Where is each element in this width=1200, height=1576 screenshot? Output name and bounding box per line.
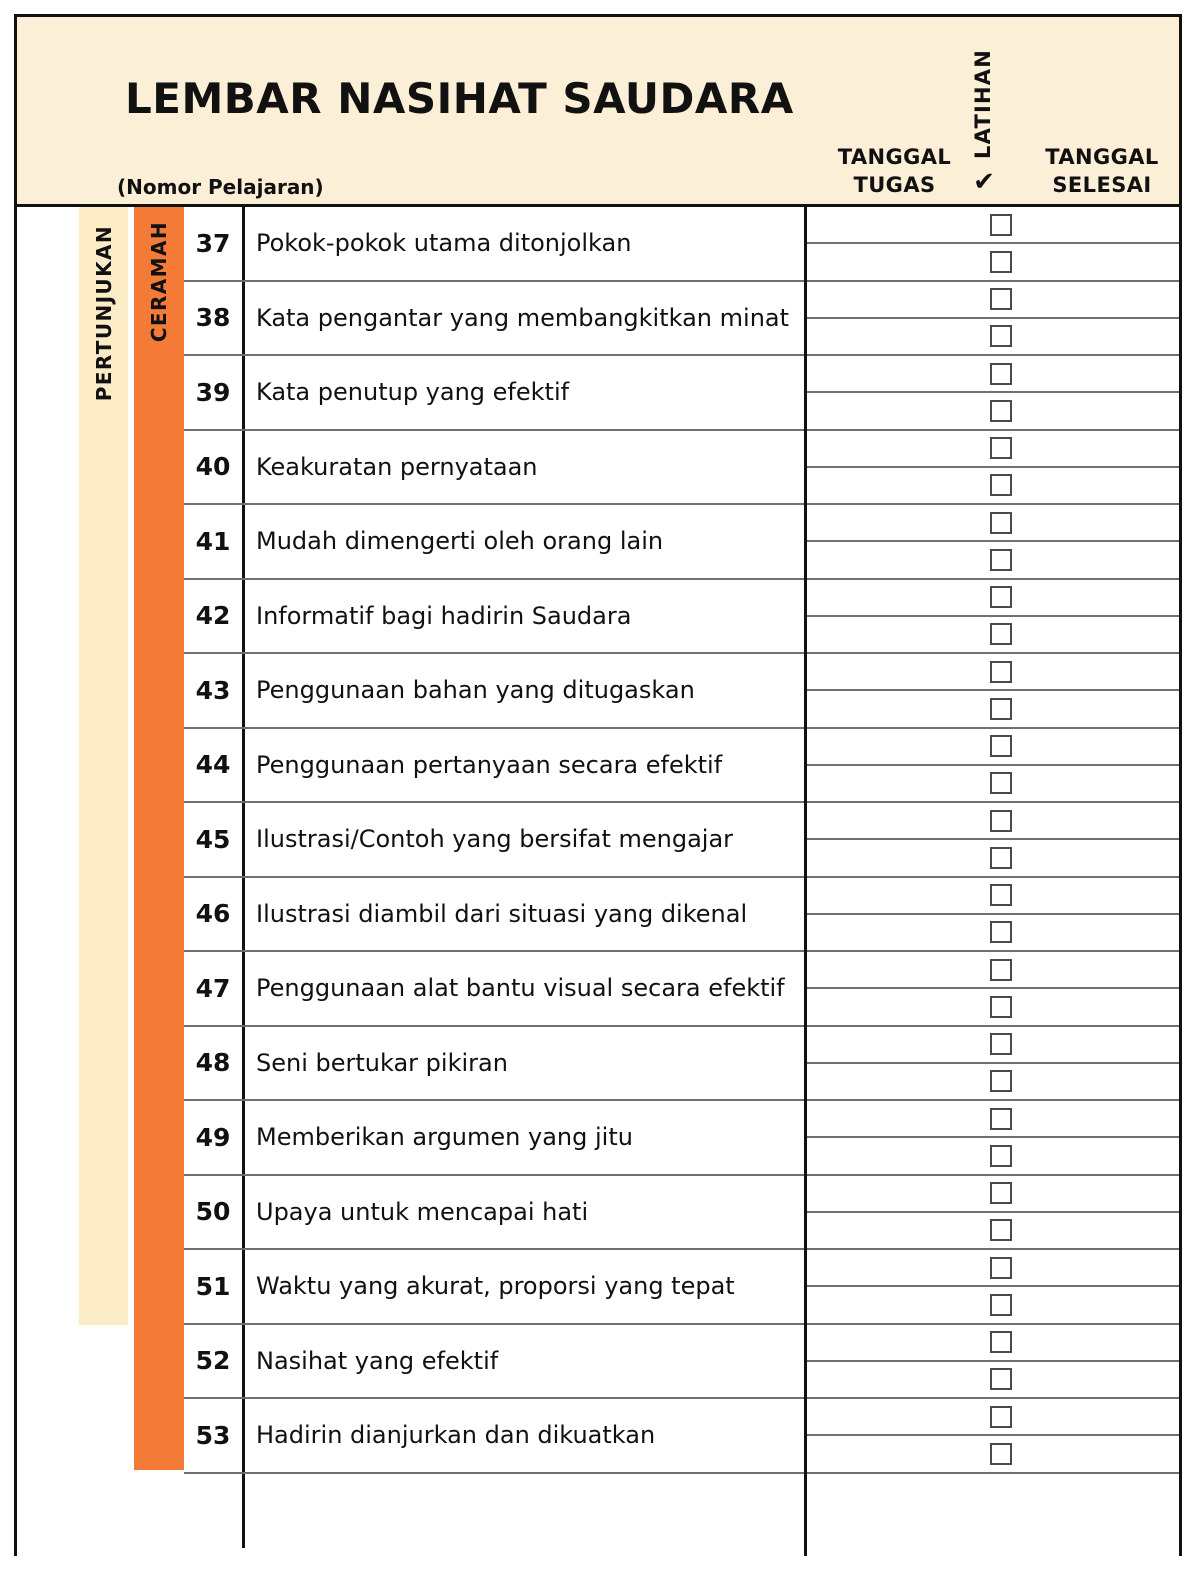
row-number	[184, 1474, 245, 1549]
date-entry-row[interactable]	[807, 952, 1179, 989]
table-row	[184, 1325, 804, 1400]
table-row	[184, 207, 804, 282]
table-row	[184, 803, 804, 878]
practice-checkbox[interactable]	[990, 698, 1012, 720]
date-entry-row[interactable]	[807, 766, 1179, 803]
row-number: 37	[184, 207, 245, 280]
date-entry-row[interactable]	[807, 319, 1179, 356]
date-entry-row[interactable]	[807, 1027, 1179, 1064]
date-entry-row[interactable]	[807, 393, 1179, 430]
column-header-tanggal-tugas	[807, 143, 982, 200]
page-title: LEMBAR NASIHAT SAUDARA	[125, 74, 794, 123]
table-row	[184, 729, 804, 804]
practice-checkbox[interactable]	[990, 1070, 1012, 1092]
practice-checkbox[interactable]	[990, 884, 1012, 906]
row-label: Kata penutup yang efektif	[256, 378, 570, 407]
sheet-header	[17, 17, 1179, 207]
practice-checkbox[interactable]	[990, 549, 1012, 571]
practice-checkbox[interactable]	[990, 847, 1012, 869]
date-entry-row[interactable]	[807, 915, 1179, 952]
practice-checkbox[interactable]	[990, 959, 1012, 981]
practice-checkbox[interactable]	[990, 288, 1012, 310]
table-row	[184, 1027, 804, 1102]
practice-checkbox[interactable]	[990, 1219, 1012, 1241]
practice-checkbox[interactable]	[990, 325, 1012, 347]
tanggal-selesai-line2: SELESAI	[1052, 173, 1152, 198]
table-row	[184, 1176, 804, 1251]
practice-checkbox[interactable]	[990, 1368, 1012, 1390]
practice-checkbox[interactable]	[990, 363, 1012, 385]
date-entry-row[interactable]	[807, 282, 1179, 319]
practice-checkbox[interactable]	[990, 810, 1012, 832]
practice-checkbox[interactable]	[990, 772, 1012, 794]
row-number: 50	[184, 1176, 245, 1249]
practice-checkbox[interactable]	[990, 921, 1012, 943]
table-row	[184, 1250, 804, 1325]
row-label: Penggunaan bahan yang ditugaskan	[256, 676, 695, 705]
date-entry-row[interactable]	[807, 542, 1179, 579]
row-label: Ilustrasi/Contoh yang bersifat mengajar	[256, 825, 734, 854]
table-row	[184, 1474, 804, 1549]
row-number: 41	[184, 505, 245, 578]
tanggal-tugas-line2: TUGAS	[853, 173, 936, 198]
practice-checkbox[interactable]	[990, 661, 1012, 683]
column-header-tanggal-selesai	[1017, 143, 1187, 200]
practice-checkbox[interactable]	[990, 1145, 1012, 1167]
practice-checkbox[interactable]	[990, 586, 1012, 608]
date-entry-row[interactable]	[807, 989, 1179, 1026]
row-label: Keakuratan pernyataan	[256, 452, 538, 481]
practice-checkbox[interactable]	[990, 1182, 1012, 1204]
row-label: Penggunaan pertanyaan secara efektif	[256, 750, 723, 779]
date-entry-row[interactable]	[807, 356, 1179, 393]
row-label: Ilustrasi diambil dari situasi yang dikenal	[256, 899, 748, 928]
row-label: Upaya untuk mencapai hati	[256, 1197, 589, 1226]
latihan-label: LATIHAN	[971, 49, 995, 159]
band-label-wrap	[79, 225, 128, 401]
practice-checkbox[interactable]	[990, 1108, 1012, 1130]
date-entry-row[interactable]	[807, 691, 1179, 728]
date-and-practice-grid	[807, 207, 1179, 1548]
checklist-rows	[184, 207, 804, 1548]
date-entry-row[interactable]	[807, 1101, 1179, 1138]
practice-checkbox[interactable]	[990, 400, 1012, 422]
column-header-latihan	[965, 39, 1001, 159]
date-entry-row[interactable]	[807, 580, 1179, 617]
row-label: Seni bertukar pikiran	[256, 1048, 508, 1077]
table-row	[184, 505, 804, 580]
date-entry-row[interactable]	[807, 840, 1179, 877]
table-row	[184, 654, 804, 729]
practice-checkbox[interactable]	[990, 437, 1012, 459]
row-number: 39	[184, 356, 245, 429]
checkmark-icon: ✔	[973, 167, 995, 197]
row-number: 49	[184, 1101, 245, 1174]
table-row	[184, 356, 804, 431]
practice-checkbox[interactable]	[990, 251, 1012, 273]
practice-checkbox[interactable]	[990, 1257, 1012, 1279]
date-entry-row[interactable]	[807, 1287, 1179, 1324]
date-entry-row[interactable]	[807, 729, 1179, 766]
table-row	[184, 878, 804, 953]
practice-checkbox[interactable]	[990, 474, 1012, 496]
row-number: 53	[184, 1399, 245, 1472]
date-entry-row[interactable]	[807, 1064, 1179, 1101]
practice-checkbox[interactable]	[990, 1294, 1012, 1316]
date-entry-row[interactable]	[807, 207, 1179, 244]
row-number: 47	[184, 952, 245, 1025]
date-entry-row[interactable]	[807, 244, 1179, 281]
row-number: 48	[184, 1027, 245, 1100]
date-entry-row-blank[interactable]	[807, 1474, 1179, 1549]
practice-checkbox[interactable]	[990, 1033, 1012, 1055]
date-entry-row[interactable]	[807, 1176, 1179, 1213]
practice-checkbox[interactable]	[990, 623, 1012, 645]
table-row	[184, 1101, 804, 1176]
practice-checkbox[interactable]	[990, 735, 1012, 757]
date-entry-row[interactable]	[807, 505, 1179, 542]
date-entry-row[interactable]	[807, 1325, 1179, 1362]
practice-checkbox[interactable]	[990, 1331, 1012, 1353]
row-label: Kata pengantar yang membangkitkan minat	[256, 303, 790, 332]
practice-checkbox[interactable]	[990, 512, 1012, 534]
tanggal-tugas-line1: TANGGAL	[837, 145, 952, 169]
table-row	[184, 431, 804, 506]
row-number: 46	[184, 878, 245, 951]
row-label: Nasihat yang efektif	[256, 1346, 499, 1375]
date-entry-row[interactable]	[807, 1436, 1179, 1473]
table-row	[184, 952, 804, 1027]
advice-sheet	[14, 14, 1182, 1556]
row-number: 40	[184, 431, 245, 504]
row-number: 42	[184, 580, 245, 653]
row-number: 44	[184, 729, 245, 802]
row-number: 51	[184, 1250, 245, 1323]
tanggal-selesai-line1: TANGGAL	[1045, 145, 1159, 169]
row-label: Pokok-pokok utama ditonjolkan	[256, 229, 632, 258]
row-label: Informatif bagi hadirin Saudara	[256, 601, 632, 630]
table-row	[184, 1399, 804, 1474]
row-number: 52	[184, 1325, 245, 1398]
date-entry-row[interactable]	[807, 1399, 1179, 1436]
table-row	[184, 282, 804, 357]
row-label: Hadirin dianjurkan dan dikuatkan	[256, 1421, 656, 1450]
category-label-ceramah: CERAMAH	[147, 221, 171, 343]
category-band-pertunjukan	[79, 207, 128, 1325]
date-entry-row[interactable]	[807, 1138, 1179, 1175]
date-entry-row[interactable]	[807, 468, 1179, 505]
band-label-wrap	[134, 221, 184, 342]
row-number: 38	[184, 282, 245, 355]
date-entry-row[interactable]	[807, 1250, 1179, 1287]
page-subtitle: (Nomor Pelajaran)	[117, 175, 324, 199]
category-band-ceramah	[134, 207, 184, 1470]
row-label: Mudah dimengerti oleh orang lain	[256, 527, 664, 556]
date-entry-row[interactable]	[807, 878, 1179, 915]
category-label-pertunjukan: PERTUNJUKAN	[91, 225, 116, 402]
date-entry-row[interactable]	[807, 1362, 1179, 1399]
table-row	[184, 580, 804, 655]
row-label: Memberikan argumen yang jitu	[256, 1123, 633, 1152]
row-number: 43	[184, 654, 245, 727]
row-label: Waktu yang akurat, proporsi yang tepat	[256, 1272, 735, 1301]
practice-checkbox[interactable]	[990, 214, 1012, 236]
date-entry-row[interactable]	[807, 654, 1179, 691]
practice-checkbox[interactable]	[990, 1443, 1012, 1465]
row-label: Penggunaan alat bantu visual secara efektif	[256, 974, 785, 1003]
row-number: 45	[184, 803, 245, 876]
date-entry-row[interactable]	[807, 431, 1179, 468]
date-entry-row[interactable]	[807, 803, 1179, 840]
practice-checkbox[interactable]	[990, 1406, 1012, 1428]
practice-checkbox[interactable]	[990, 996, 1012, 1018]
date-entry-row[interactable]	[807, 617, 1179, 654]
date-entry-row[interactable]	[807, 1213, 1179, 1250]
sheet-body	[17, 207, 1179, 1556]
